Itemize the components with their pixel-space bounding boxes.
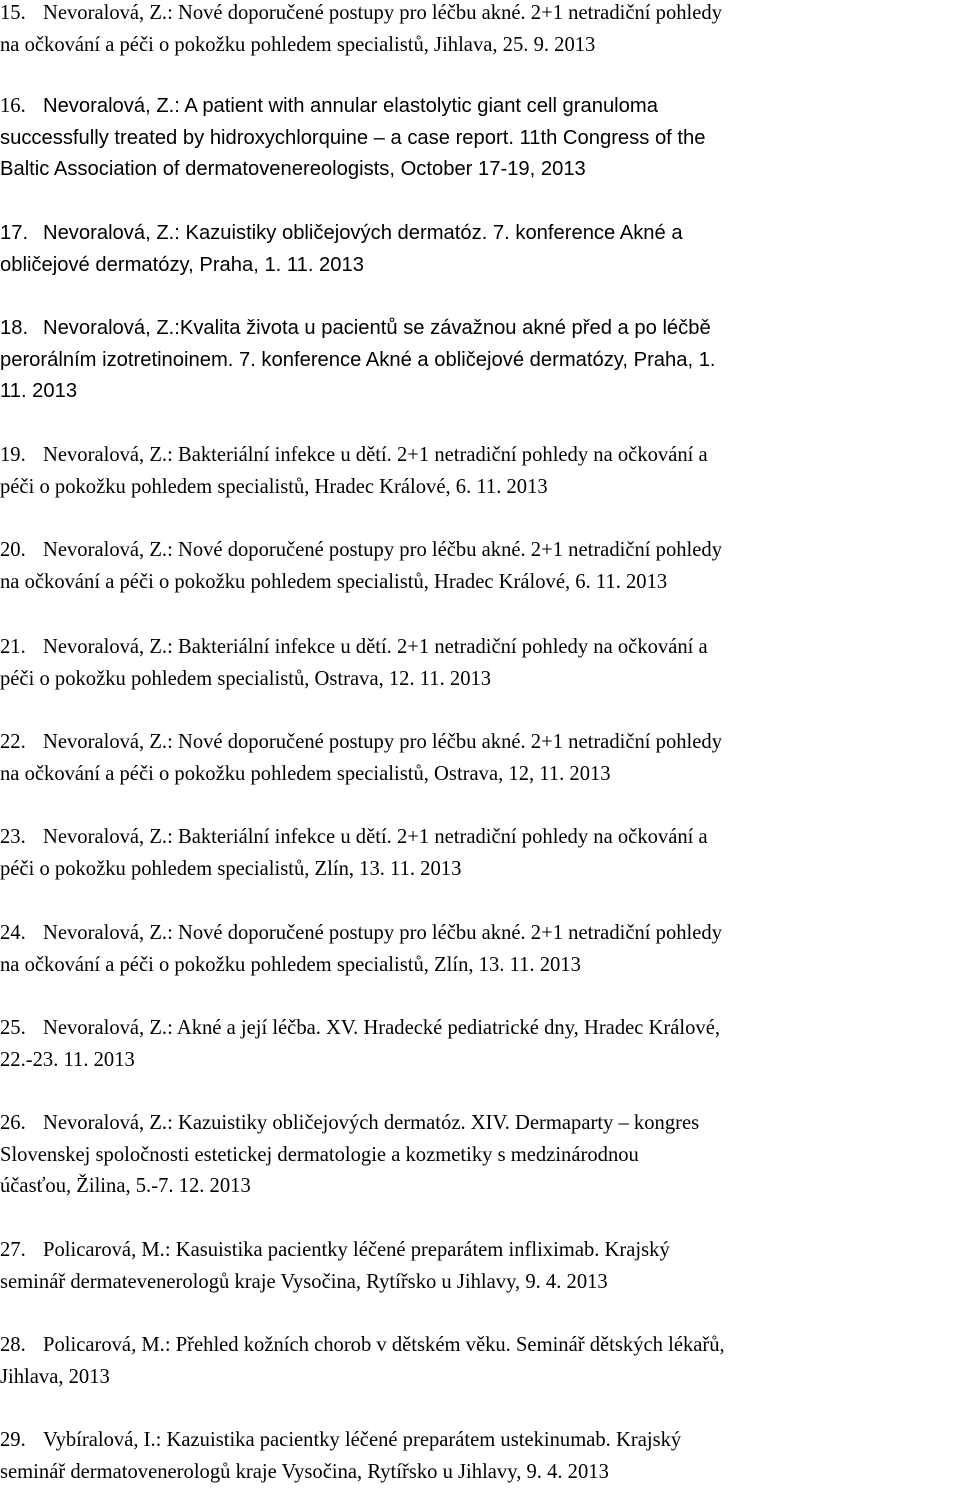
entry-text: Nevoralová, Z.: Nové doporučené postupy pro léčbu akné. 2+1 netradiční pohledy na očkování a péči o pokožku pohledem specialistů, Zlín, 13. 11. 2013 xyxy=(0,922,722,976)
entry-text: Nevoralová, Z.: Bakteriální infekce u dětí. 2+1 netradiční pohledy na očkování a péči o pokožku pohledem specialistů, Hradec Králové, 6. 11. 2013 xyxy=(0,444,708,498)
entry-text: Nevoralová, Z.: Nové doporučené postupy pro léčbu akné. 2+1 netradiční pohledy na očkování a péči o pokožku pohledem specialistů, Jihlava, 25. 9. 2013 xyxy=(0,2,722,56)
list-item xyxy=(0,313,956,408)
entry-text: Nevoralová, Z.: Kazuistiky obličejových dermatóz. 7. konference Akné a obličejové dermatózy, Praha, 1. 11. 2013 xyxy=(0,222,683,276)
entry-text: Nevoralová, Z.: Akné a její léčba. XV. Hradecké pediatrické dny, Hradec Králové, 22.-23. 11. 2013 xyxy=(0,1017,721,1071)
list-item xyxy=(0,1330,956,1393)
entry-text: Vybíralová, I.: Kazuistika pacientky léčené preparátem ustekinumab. Krajský seminář dermatovenerologů kraje Vysočina, Rytířsko u Jihlavy, 9. 4. 2013 xyxy=(0,1429,682,1483)
list-item xyxy=(0,0,956,61)
entry-number: 19. xyxy=(0,444,26,466)
entry-number: 29. xyxy=(0,1429,26,1451)
list-item xyxy=(0,918,956,981)
entry-text: Nevoralová, Z.: Bakteriální infekce u dětí. 2+1 netradiční pohledy na očkování a péči o pokožku pohledem specialistů, Ostrava, 12. 11. 2013 xyxy=(0,636,708,690)
entry-number: 24. xyxy=(0,922,26,944)
entry-number: 16. xyxy=(0,95,26,117)
list-item xyxy=(0,91,956,186)
list-item xyxy=(0,218,956,281)
entry-text: Nevoralová, Z.: Bakteriální infekce u dětí. 2+1 netradiční pohledy na očkování a péči o pokožku pohledem specialistů, Zlín, 13. 11. 2013 xyxy=(0,826,708,880)
list-item xyxy=(0,440,956,503)
entry-number: 18. xyxy=(0,317,29,339)
entry-number: 26. xyxy=(0,1112,26,1134)
entry-text: Nevoralová, Z.: Kazuistiky obličejových dermatóz. XIV. Dermaparty – kongres Slovenskej spoločnosti estetickej dermatologie a kozmetiky s medzinárodnou účasťou, Žilina, 5.-7. 12. 2013 xyxy=(0,1112,700,1198)
entry-text: Nevoralová, Z.: A patient with annular elastolytic giant cell granuloma successfully treated by hidroxychlorquine – a case report. 11th Congress of the Baltic Association of dermatovenereologists, October 17-19, 2013 xyxy=(0,95,706,181)
list-item xyxy=(0,632,956,695)
list-item xyxy=(0,1425,956,1488)
entry-number: 17. xyxy=(0,222,29,244)
list-item xyxy=(0,1108,956,1203)
entry-number: 25. xyxy=(0,1017,26,1039)
entry-number: 15. xyxy=(0,2,26,24)
entry-number: 21. xyxy=(0,636,26,658)
entry-number: 23. xyxy=(0,826,26,848)
entry-text: Policarová, M.: Kasuistika pacientky léčené preparátem infliximab. Krajský seminář dermatevenerologů kraje Vysočina, Rytířsko u Jihlavy, 9. 4. 2013 xyxy=(0,1239,670,1293)
list-item xyxy=(0,822,956,885)
list-item xyxy=(0,727,956,790)
list-item xyxy=(0,1235,956,1298)
entry-text: Nevoralová, Z.: Nové doporučené postupy pro léčbu akné. 2+1 netradiční pohledy na očkování a péči o pokožku pohledem specialistů, Hradec Králové, 6. 11. 2013 xyxy=(0,539,722,593)
entry-text: Nevoralová, Z.: Nové doporučené postupy pro léčbu akné. 2+1 netradiční pohledy na očkování a péči o pokožku pohledem specialistů, Ostrava, 12, 11. 2013 xyxy=(0,731,722,785)
list-item xyxy=(0,1013,956,1076)
entry-number: 28. xyxy=(0,1334,26,1356)
entry-number: 22. xyxy=(0,731,26,753)
list-item xyxy=(0,535,956,598)
entry-number: 20. xyxy=(0,539,26,561)
entry-text: Policarová, M.: Přehled kožních chorob v dětském věku. Seminář dětských lékařů, Jihlava, 2013 xyxy=(0,1334,725,1388)
entry-text: Nevoralová, Z.:Kvalita života u pacientů se závažnou akné před a po léčbě perorálním izotretinoinem. 7. konference Akné a obličejové dermatózy, Praha, 1. 11. 2013 xyxy=(0,317,716,403)
entry-number: 27. xyxy=(0,1239,26,1261)
